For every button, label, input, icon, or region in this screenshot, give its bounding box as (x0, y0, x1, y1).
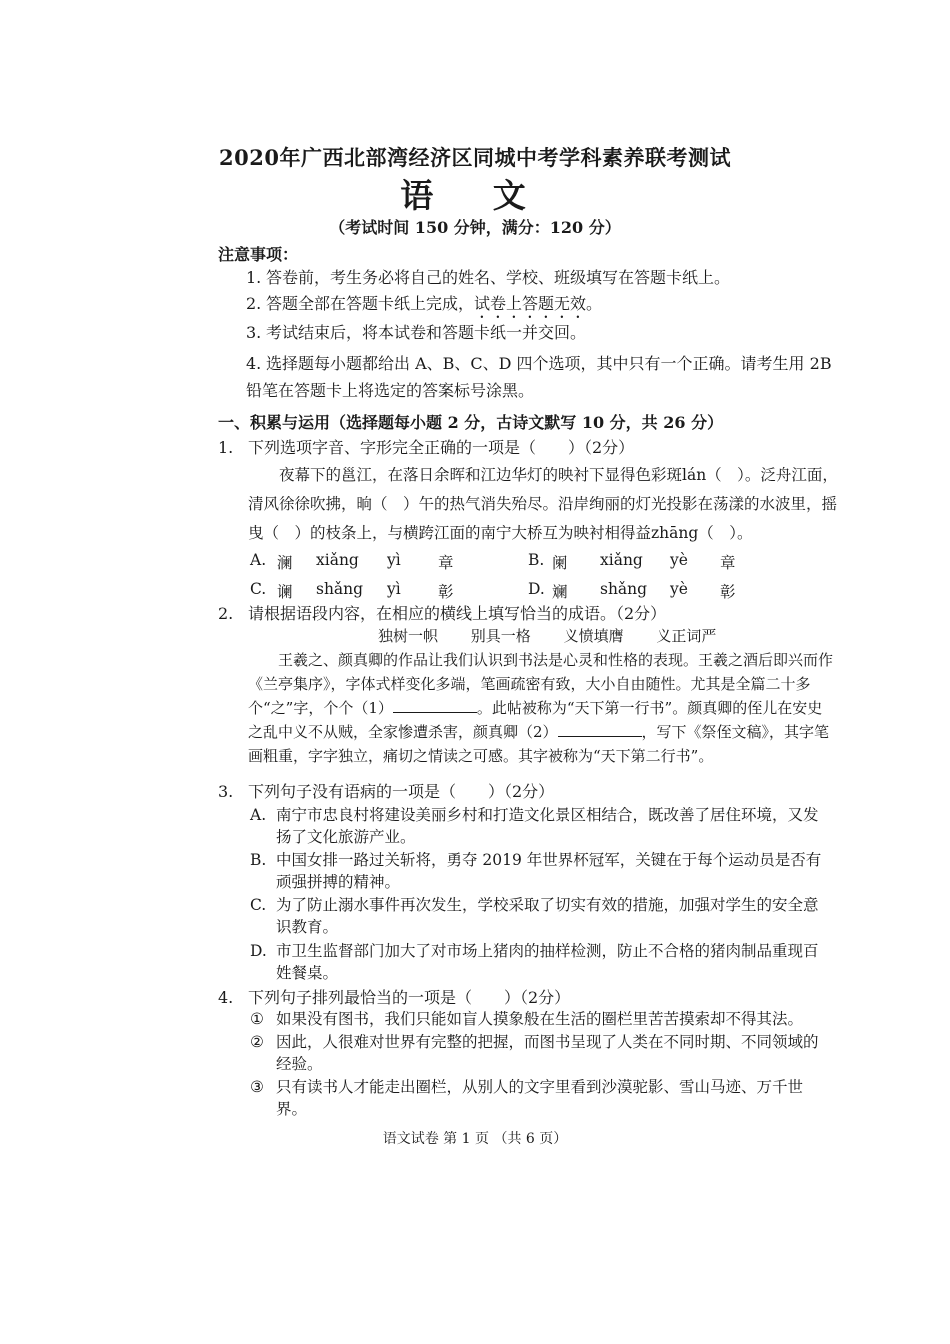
option-char: 澜 (277, 554, 293, 572)
option-label: B. (528, 551, 545, 569)
choice-item (250, 894, 832, 938)
choice-item (250, 940, 832, 984)
choice-label: ① (250, 1010, 264, 1028)
question-text: 下列句子没有语病的一项是（ ）（2分） (248, 782, 555, 801)
note-number: 4. (246, 354, 262, 373)
choice-label: C. (250, 896, 267, 914)
passage-part: ，写下《祭侄文稿》，其字笔画粗重，字字独立，痛切之情读之可感。其字被称为“天下第二行书”。 (248, 723, 830, 765)
subject-title: 语 文 (400, 176, 550, 215)
option-pinyin: yì (387, 580, 401, 598)
choice-item (250, 1031, 832, 1075)
section-heading: 一、积累与运用（选择题每小题 2 分，古诗文默写 10 分，共 26 分） (218, 413, 724, 432)
choice-label: A. (250, 806, 267, 824)
option-label: D. (528, 580, 545, 598)
option-pinyin: shǎng (600, 580, 648, 598)
note-number: 3. (246, 323, 262, 342)
note-text: 考试结束后，将本试卷和答题卡纸一并交回。 (266, 323, 587, 342)
choice-label: D. (250, 942, 267, 960)
option-char: 斓 (552, 583, 568, 601)
idiom-item: 义愤填膺 (563, 627, 624, 645)
question-number: 3. (218, 782, 234, 801)
option-char: 章 (720, 554, 736, 572)
option-char: 谰 (277, 583, 293, 601)
option-char: 章 (438, 554, 454, 572)
notes-title: 注意事项： (218, 245, 299, 264)
option-char: 彰 (438, 583, 454, 601)
answer-blank-2[interactable] (558, 722, 642, 737)
note-item (246, 320, 836, 345)
choice-text: 为了防止溺水事件再次发生，学校采取了切实有效的措施，加强对学生的安全意识教育。 (276, 896, 819, 936)
note-emphasis: 试卷上答题无效 (474, 294, 587, 313)
question-text: 下列选项字音、字形完全正确的一项是（ ）（2分） (248, 438, 635, 457)
note-text: 选择题每小题都给出 A、B、C、D 四个选项，其中只有一个正确。请考生用 2B 铅笔在答题卡上将选定的答案标号涂黑。 (246, 354, 832, 400)
exam-title: 2020年广西北部湾经济区同城中考学科素养联考测试 (219, 145, 731, 170)
question-3-stem (218, 780, 838, 804)
question-1-stem (218, 436, 838, 460)
option-pinyin: xiǎng (600, 551, 643, 569)
note-item (246, 265, 836, 290)
note-text: 答卷前，考生务必将自己的姓名、学校、班级填写在答题卡纸上。 (266, 268, 731, 287)
note-text: 答题全部在答题卡纸上完成， (266, 294, 475, 313)
option-char: 彰 (720, 583, 736, 601)
option-char: 阑 (552, 554, 568, 572)
option-label: C. (250, 580, 267, 598)
question-number: 1. (218, 438, 234, 457)
option-pinyin: yè (670, 580, 688, 598)
idiom-item: 别具一格 (470, 627, 531, 645)
exam-info: （考试时间 150 分钟，满分：120 分） (329, 218, 621, 237)
choice-text: 只有读书人才能走出圈栏，从别人的文字里看到沙漠驼影、雪山马迹、万千世界。 (276, 1078, 804, 1118)
choice-item (250, 1008, 832, 1030)
question-text: 下列句子排列最恰当的一项是（ ）（2分） (248, 988, 571, 1007)
question-text: 请根据语段内容，在相应的横线上填写恰当的成语。（2分） (248, 604, 667, 623)
choice-item (250, 804, 832, 848)
choice-text: 如果没有图书，我们只能如盲人摸象般在生活的圈栏里苦苦摸索却不得其法。 (276, 1010, 804, 1028)
option-pinyin: xiǎng (316, 551, 359, 569)
choice-item (250, 849, 832, 893)
option-pinyin: yì (387, 551, 401, 569)
option-label: A. (250, 551, 267, 569)
passage-part: 。此帖被称为“天下第一行书”。颜真卿的侄儿在安史之乱中义不从贼，全家惨遭杀害，颜真卿（2） (248, 699, 823, 741)
answer-blank-1[interactable] (393, 698, 477, 713)
choice-label: ③ (250, 1078, 264, 1096)
option-pinyin: shǎng (316, 580, 364, 598)
question-2-passage (248, 648, 833, 768)
choice-text: 南宁市忠良村将建设美丽乡村和打造文化景区相结合，既改善了居住环境，又发扬了文化旅游产业。 (276, 806, 819, 846)
question-number: 2. (218, 604, 234, 623)
question-2-stem (218, 602, 838, 626)
idiom-item: 独树一帜 (378, 627, 439, 645)
question-number: 4. (218, 988, 234, 1007)
choice-text: 中国女排一路过关斩将，勇夺 2019 年世界杯冠军，关键在于每个运动员是否有顽强拼搏的精神。 (276, 851, 822, 891)
idiom-list (378, 625, 744, 646)
note-number: 1. (246, 268, 262, 287)
note-item (246, 291, 836, 322)
note-number: 2. (246, 294, 262, 313)
note-item (246, 350, 836, 404)
note-text-end: 。 (586, 294, 603, 313)
option-pinyin: yè (670, 551, 688, 569)
page-footer: 语文试卷 第 1 页 （共 6 页） (382, 1131, 568, 1147)
choice-label: ② (250, 1033, 264, 1051)
choice-label: B. (250, 851, 267, 869)
question-4-stem (218, 986, 838, 1010)
choice-text: 因此，人很难对世界有完整的把握，而图书呈现了人类在不同时期、不同领域的经验。 (276, 1033, 819, 1073)
question-1-passage: 夜幕下的邕江，在落日余晖和江边华灯的映衬下显得色彩斑lán（ ）。泛舟江面，清风徐徐吹拂，晌（ ）午的热气消失殆尽。沿岸绚丽的灯光投影在荡漾的水波里，摇曳（ ）的枝条上，与横跨江面的南宁大桥互为映衬相得益zhāng（ ）。 (248, 466, 838, 542)
choice-item (250, 1076, 832, 1120)
passage-part: 王羲之、颜真卿的作品让我们认识到书法是心灵和性格的表现。王羲之酒后即兴而作《兰亭集序》，字体式样变化多端，笔画疏密有致，大小自由随性。尤其是全篇二十多个“之”字，个个（1） (248, 651, 834, 717)
idiom-item: 义正词严 (656, 627, 717, 645)
choice-text: 市卫生监督部门加大了对市场上猪肉的抽样检测，防止不合格的猪肉制品重现百姓餐桌。 (276, 942, 819, 982)
